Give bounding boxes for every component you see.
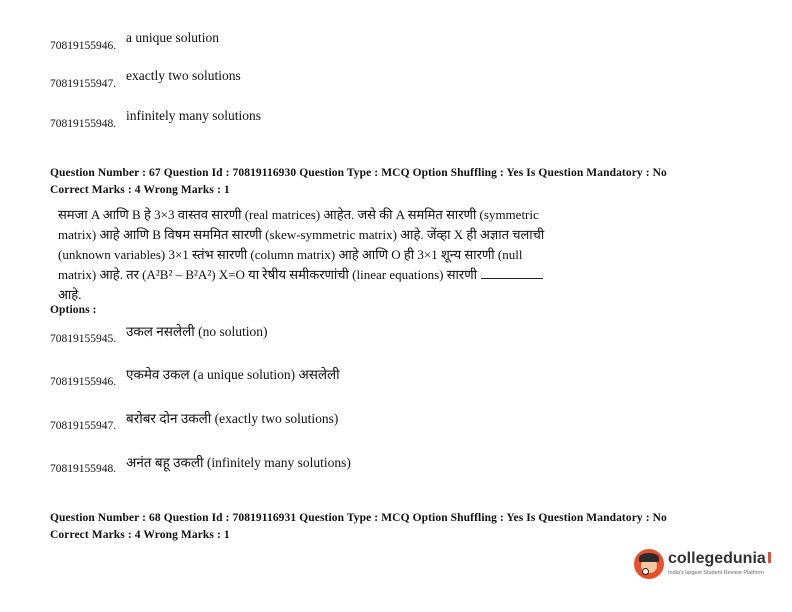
options-label: Options : — [50, 304, 97, 316]
option-id: 70819155945. — [50, 333, 117, 345]
option-text: a unique solution — [126, 30, 219, 45]
option-text: बरोबर दोन उकली (exactly two solutions) — [126, 411, 339, 426]
option-id: 70819155947. — [50, 78, 117, 90]
option-id: 70819155948. — [50, 118, 117, 130]
question-line-with-blank — [58, 265, 543, 283]
option-text: उकल नसलेली (no solution) — [126, 324, 268, 339]
option-text: exactly two solutions — [126, 68, 241, 83]
question-line: आहे. — [58, 287, 82, 302]
question-marks: Correct Marks : 4 Wrong Marks : 1 — [50, 184, 230, 196]
option-text: अनंत बहू उकली (infinitely many solutions) — [126, 455, 351, 470]
answer-blank — [481, 268, 543, 279]
student-mascot-icon — [634, 549, 664, 579]
option-text: infinitely many solutions — [126, 108, 261, 123]
brand-tagline: India's largest Student Review Platform — [668, 570, 764, 576]
brand-name: collegedunia — [668, 550, 771, 568]
question-line: matrix) आहे. तर (A²B² – B²A²) X=O या रेषीय समीकरणांची (linear equations) सारणी — [58, 267, 477, 282]
question-header: Question Number : 68 Question Id : 70819116931 Question Type : MCQ Option Shuffling : Yes Is Question Mandatory : No — [50, 512, 667, 524]
question-line: समजा A आणि B हे 3×3 वास्तव सारणी (real matrices) आहेत. जसे की A सममित सारणी (symmetric — [58, 207, 539, 222]
question-line: (unknown variables) 3×1 स्तंभ सारणी (column matrix) आहे आणि O ही 3×1 शून्य सारणी (null — [58, 247, 523, 262]
question-header: Question Number : 67 Question Id : 70819116930 Question Type : MCQ Option Shuffling : Yes Is Question Mandatory : No — [50, 167, 667, 179]
option-id: 70819155946. — [50, 40, 117, 52]
option-id: 70819155946. — [50, 376, 117, 388]
option-id: 70819155947. — [50, 420, 117, 432]
option-text: एकमेव उकल (a unique solution) असलेली — [126, 367, 340, 382]
question-line: matrix) आहे आणि B विषम सममित सारणी (skew-symmetric matrix) आहे. जेंव्हा X ही अज्ञात चलाची — [58, 227, 545, 242]
question-marks: Correct Marks : 4 Wrong Marks : 1 — [50, 529, 230, 541]
option-id: 70819155948. — [50, 463, 117, 475]
